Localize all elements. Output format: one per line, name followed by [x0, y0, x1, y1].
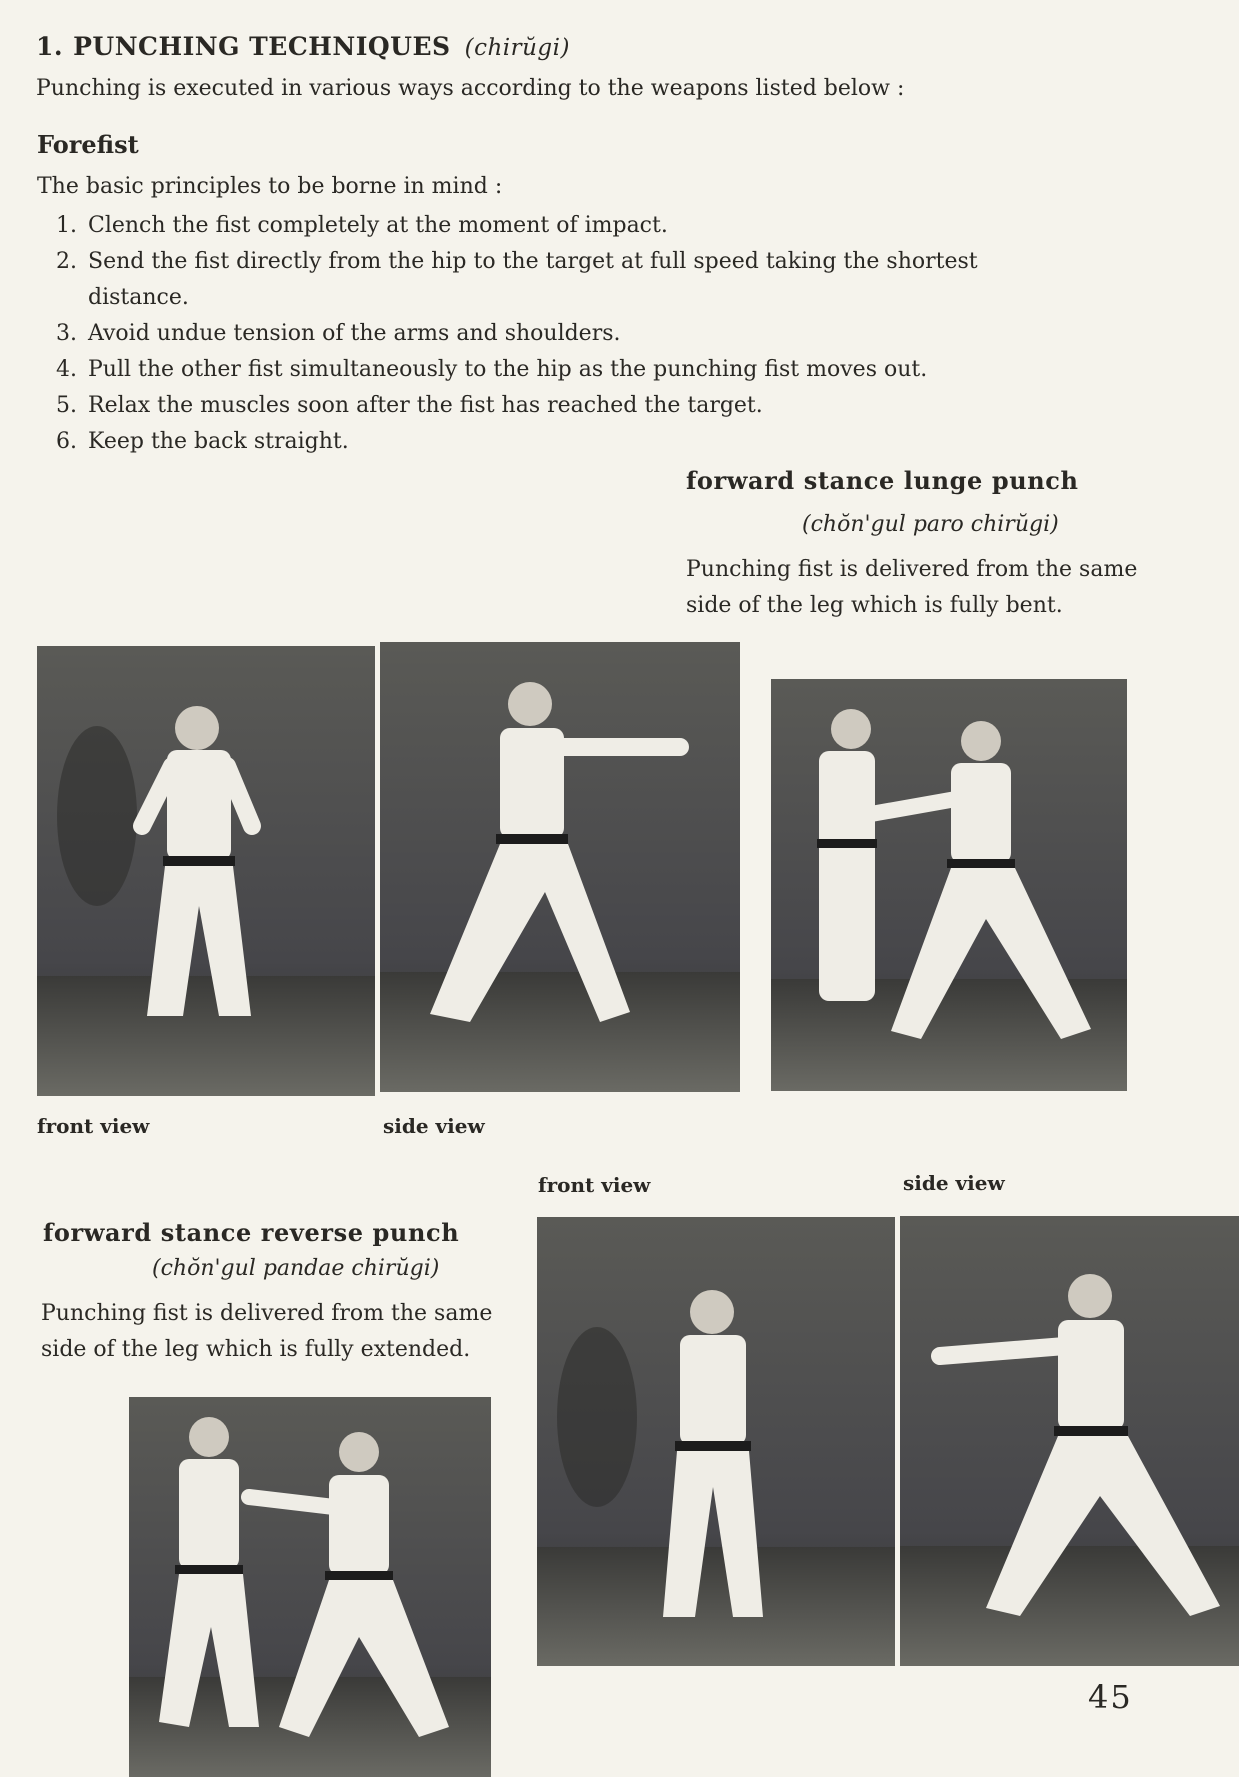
section-heading: [36, 32, 570, 61]
photo-lunge-application: [771, 679, 1127, 1091]
reverse-punch-description: Punching fist is delivered from the same side of the leg which is fully extended.: [41, 1301, 493, 1362]
section-number: 1.: [36, 32, 64, 61]
list-item: 5. Relax the muscles soon after the fist has reached the target.: [56, 393, 763, 418]
list-item: 6. Keep the back straight.: [56, 429, 349, 454]
photo-reverse-front-view: [537, 1217, 895, 1666]
photo-reverse-application: [129, 1397, 491, 1777]
list-item: 1. Clench the fist completely at the moment of impact.: [56, 213, 668, 238]
reverse-punch-title: forward stance reverse punch: [43, 1218, 460, 1247]
principles-title: The basic principles to be borne in mind :: [37, 174, 503, 199]
caption-lunge-front: front view: [37, 1114, 150, 1138]
caption-reverse-side: side view: [903, 1171, 1005, 1195]
lunge-punch-description: Punching fist is delivered from the same side of the leg which is fully bent.: [686, 557, 1138, 618]
photo-lunge-front-view: [37, 646, 375, 1096]
caption-lunge-side: side view: [383, 1114, 485, 1138]
lunge-punch-title: forward stance lunge punch: [686, 466, 1079, 495]
lunge-punch-romanization: (chŏn'gul paro chirŭgi): [802, 512, 1059, 537]
list-item: 2. Send the fist directly from the hip to the target at full speed taking the shortest distance.: [56, 249, 978, 310]
list-item: 4. Pull the other fist simultaneously to the hip as the punching fist moves out.: [56, 357, 928, 382]
photo-lunge-side-view: [380, 642, 740, 1092]
list-item: 3. Avoid undue tension of the arms and shoulders.: [56, 321, 621, 346]
page-number: 45: [1088, 1678, 1133, 1716]
reverse-punch-romanization: (chŏn'gul pandae chirŭgi): [152, 1256, 440, 1281]
section-term: (chirŭgi): [464, 35, 570, 61]
subheading-forefist: Forefist: [37, 130, 139, 159]
intro-text: Punching is executed in various ways according to the weapons listed below :: [36, 76, 905, 101]
principles-list: [56, 208, 1006, 460]
photo-reverse-side-view: [900, 1216, 1239, 1666]
section-title: PUNCHING TECHNIQUES: [73, 32, 451, 61]
caption-reverse-front: front view: [538, 1173, 651, 1197]
